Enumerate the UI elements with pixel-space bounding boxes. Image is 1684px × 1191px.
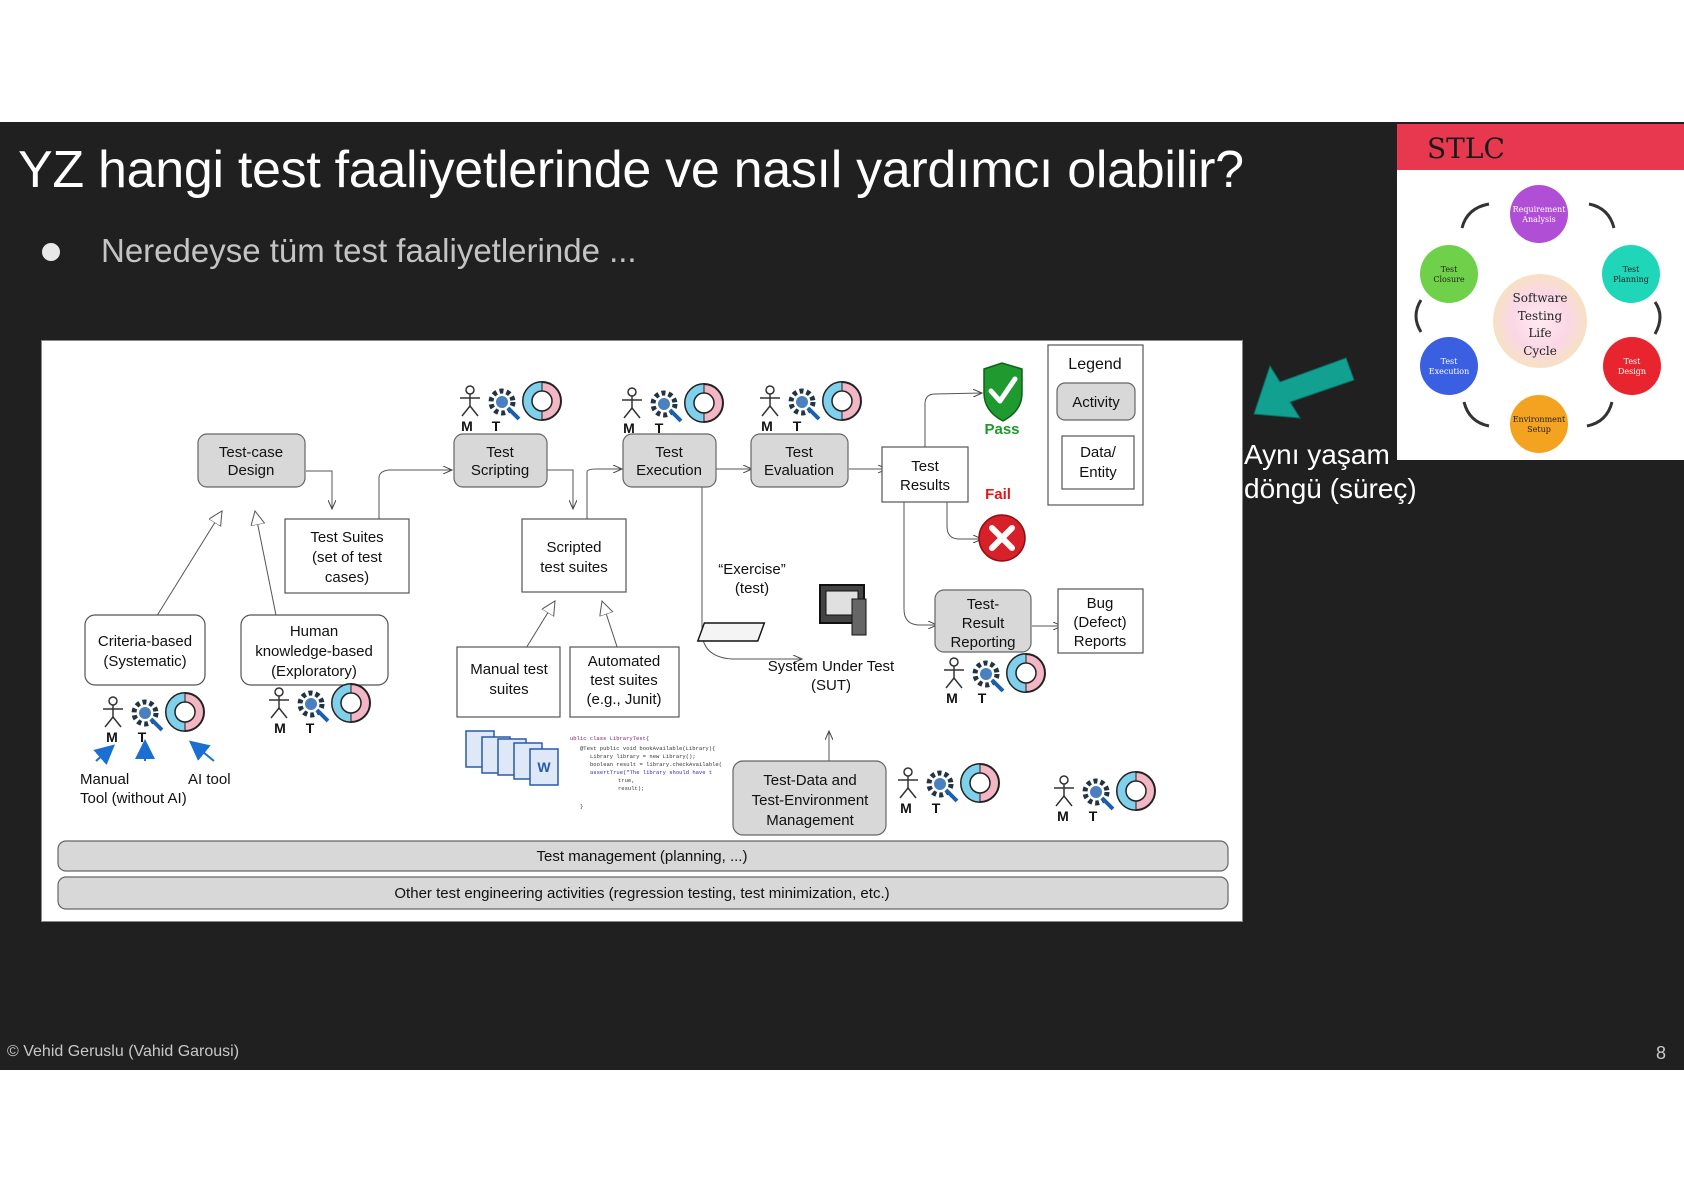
svg-text:M: M	[106, 729, 118, 745]
stlc-phase-planning	[1602, 245, 1660, 303]
activity-label: Test	[785, 444, 813, 461]
bar-other-activities	[58, 877, 1228, 909]
tool-group-execution	[622, 384, 723, 436]
svg-text:M: M	[761, 418, 773, 434]
svg-text:Software: Software	[1512, 291, 1568, 305]
tool-group-criteria	[103, 693, 204, 745]
svg-text:Test: Test	[1440, 357, 1458, 366]
entity-manual-suites	[457, 647, 560, 717]
entity-label: Automated	[587, 653, 661, 670]
entity-label: Scripted	[546, 539, 602, 556]
pass-shield-icon	[984, 363, 1022, 421]
legend-data-entity: Entity	[1079, 464, 1117, 481]
tool-group-scripting	[460, 382, 561, 434]
activity-label: Management	[766, 812, 854, 829]
svg-text:Life: Life	[1528, 326, 1552, 340]
svg-text:true,: true,	[618, 777, 635, 784]
svg-text:}: }	[580, 803, 584, 810]
svg-text:M: M	[274, 720, 286, 736]
entity-label: test suites	[590, 672, 658, 689]
bullet-text: Neredeyse tüm test faaliyetlerinde ...	[101, 232, 637, 269]
legend	[1048, 345, 1143, 505]
entity-test-results	[882, 447, 968, 502]
svg-text:T: T	[1088, 808, 1098, 824]
approach-human-knowledge	[241, 615, 388, 685]
svg-text:Execution: Execution	[1428, 367, 1470, 376]
entity-label: suites	[489, 681, 529, 698]
entity-label: Reports	[1073, 633, 1127, 650]
stlc-title: STLC	[1427, 132, 1505, 165]
entity-scripted-suites	[522, 519, 626, 592]
activity-label: Reporting	[950, 634, 1016, 651]
teal-arrow-icon	[1250, 354, 1360, 424]
svg-text:M: M	[461, 418, 473, 434]
code-snippet	[570, 735, 722, 810]
bar-test-management	[58, 841, 1228, 871]
activity-label: Evaluation	[763, 462, 835, 479]
svg-text:W: W	[537, 759, 551, 775]
entity-label: test suites	[540, 559, 608, 576]
stlc-phase-execution	[1420, 337, 1478, 395]
stlc-image	[1397, 124, 1684, 460]
svg-text:assertTrue("The library should: assertTrue("The library should have t	[590, 769, 713, 776]
tool-group-reporting	[944, 654, 1045, 706]
svg-text:T: T	[137, 729, 147, 745]
entity-label: (Defect)	[1073, 614, 1127, 631]
svg-text:Closure: Closure	[1433, 275, 1465, 284]
approach-label: Human	[289, 623, 339, 640]
manual-label: Manual	[80, 771, 130, 788]
svg-text:T: T	[491, 418, 501, 434]
svg-text:M: M	[946, 690, 958, 706]
activity-label: Test-Environment	[751, 792, 869, 809]
note-line: Aynı yaşam	[1244, 439, 1390, 470]
svg-text:M: M	[623, 420, 635, 436]
fail-label: Fail	[985, 486, 1011, 503]
stlc-phase-closure	[1420, 245, 1478, 303]
svg-text:Environment: Environment	[1512, 415, 1566, 424]
svg-text:T: T	[305, 720, 315, 736]
activity-label: Design	[227, 462, 275, 479]
slide-title: YZ hangi test faaliyetlerinde ve nasıl yardımcı olabilir?	[18, 141, 1244, 199]
activity-label: Test	[486, 444, 514, 461]
page-number: 8	[1655, 1043, 1666, 1063]
stlc-cycle-svg	[1397, 124, 1684, 460]
svg-text:T: T	[977, 690, 987, 706]
footer-copyright: © Vehid Geruslu (Vahid Garousi)	[7, 1043, 240, 1060]
svg-text:M: M	[900, 800, 912, 816]
entity-label: cases)	[324, 569, 370, 586]
entity-label: (set of test	[311, 549, 383, 566]
activity-test-scripting	[454, 434, 547, 487]
activity-label: Test-Data and	[763, 772, 857, 789]
tool-group-human	[269, 684, 370, 736]
entity-label: Test Suites	[310, 529, 384, 546]
tool-group-evaluation	[760, 382, 861, 434]
svg-text:Test: Test	[1622, 265, 1640, 274]
legend-title: Legend	[1068, 356, 1122, 373]
svg-text:Cycle: Cycle	[1523, 344, 1557, 358]
sut-label: (SUT)	[811, 677, 851, 694]
svg-text:Design: Design	[1617, 367, 1647, 376]
activity-test-evaluation	[751, 434, 848, 487]
entity-bug-reports	[1058, 589, 1143, 653]
entity-label: Manual test	[470, 661, 548, 678]
approach-label: (Systematic)	[103, 653, 187, 670]
svg-text:Test management (planning, ...: Test management (planning, ...)	[536, 848, 748, 865]
test-activities-diagram	[41, 340, 1243, 922]
entity-label: (e.g., Junit)	[586, 691, 662, 708]
activity-label: Test	[655, 444, 683, 461]
bullet-dot	[42, 243, 60, 261]
svg-text:Planning: Planning	[1613, 275, 1649, 284]
ai-tool-label: AI tool	[188, 771, 231, 788]
word-documents-icon	[466, 731, 558, 785]
svg-text:Library library = new Library(: Library library = new Library();	[590, 753, 696, 760]
tool-group-management	[1054, 772, 1155, 824]
stlc-phase-environment	[1510, 395, 1568, 453]
activity-label: Scripting	[470, 462, 530, 479]
lifecycle-note	[1244, 438, 1417, 506]
svg-text:M: M	[1057, 808, 1069, 824]
approach-label: knowledge-based	[255, 643, 373, 660]
approach-label: (Exploratory)	[271, 663, 357, 680]
svg-text:Requirement: Requirement	[1512, 205, 1566, 214]
approach-label: Criteria-based	[97, 633, 193, 650]
svg-text:T: T	[654, 420, 664, 436]
approach-criteria-based	[85, 615, 205, 685]
svg-text:Testing: Testing	[1517, 309, 1563, 323]
activity-test-result-reporting	[935, 590, 1031, 652]
stlc-center	[1493, 274, 1587, 368]
exercise-label: “Exercise”	[718, 561, 786, 578]
svg-text:T: T	[931, 800, 941, 816]
note-line: döngü (süreç)	[1244, 473, 1417, 504]
tool-group-data-env	[898, 764, 999, 816]
legend-data-entity: Data/	[1080, 444, 1116, 461]
entity-test-suites	[285, 519, 409, 593]
stlc-phase-design	[1603, 337, 1661, 395]
entity-label: Results	[899, 477, 951, 494]
svg-text:Analysis: Analysis	[1522, 215, 1556, 224]
svg-text:ublic class LibraryTest{: ublic class LibraryTest{	[570, 735, 650, 742]
entity-label: Test	[911, 458, 939, 475]
pass-label: Pass	[984, 421, 1020, 438]
stlc-phase-requirement	[1510, 185, 1568, 243]
svg-text:Test: Test	[1623, 357, 1641, 366]
activity-test-case-design	[198, 434, 305, 487]
svg-text:T: T	[792, 418, 802, 434]
legend-activity: Activity	[1072, 394, 1120, 411]
exercise-label: (test)	[734, 580, 770, 597]
sut-label: System Under Test	[767, 658, 895, 675]
svg-text:@Test public void bookAvailabl: @Test public void bookAvailable(Library){	[580, 745, 716, 752]
entity-automated-suites	[570, 647, 679, 717]
activity-label: Test-case	[218, 444, 284, 461]
activity-test-execution	[623, 434, 716, 487]
svg-text:boolean result = library.check: boolean result = library.checkAvailable(	[590, 761, 723, 768]
activity-label: Execution	[636, 462, 702, 479]
activity-label: Result	[961, 615, 1005, 632]
svg-text:result);: result);	[618, 785, 645, 792]
tool-without-ai-label: Tool (without AI)	[80, 790, 187, 807]
activity-test-data-env	[733, 761, 886, 835]
entity-label: Bug	[1086, 595, 1114, 612]
computer-icon	[698, 585, 866, 641]
diagram-svg	[42, 341, 1242, 921]
fail-x-icon	[979, 515, 1025, 561]
svg-text:Setup: Setup	[1527, 425, 1551, 434]
svg-text:Test: Test	[1440, 265, 1458, 274]
activity-label: Test-	[966, 596, 1000, 613]
svg-text:Other test engineering activit: Other test engineering activities (regression testing, test minimization, etc.)	[394, 885, 890, 902]
